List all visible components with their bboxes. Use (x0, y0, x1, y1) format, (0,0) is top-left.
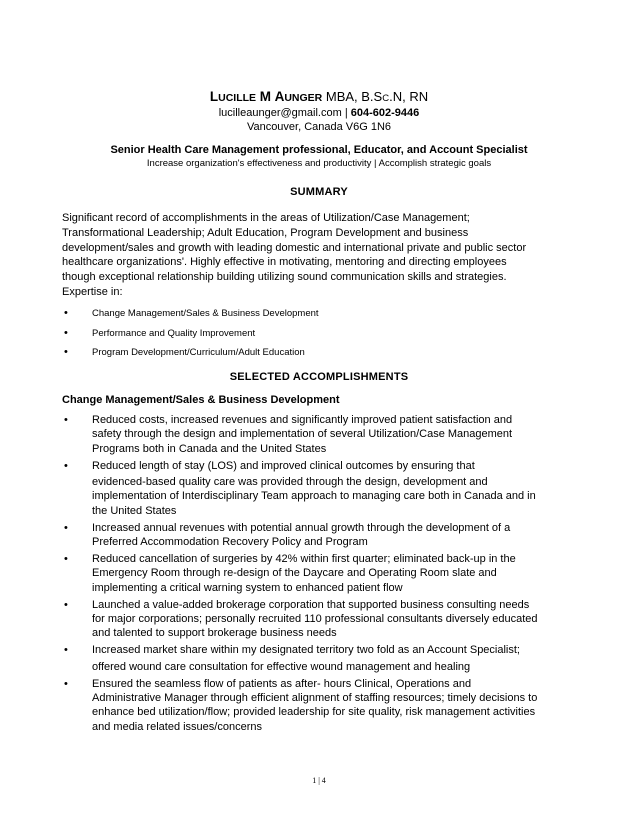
bullet-icon: • (64, 644, 68, 657)
bullet-icon: • (64, 553, 68, 566)
bullet-icon: • (64, 414, 68, 426)
credentials: MBA, B.SC.N, RN (325, 89, 429, 104)
bullet-icon: • (64, 307, 68, 319)
accomplishments-heading: SELECTED ACCOMPLISHMENTS (229, 371, 409, 383)
location: Vancouver, Canada V6G 1N6 (246, 121, 392, 133)
bullet-icon: • (64, 677, 68, 690)
professional-subline: Increase organization's effectiveness and productivity | Accomplish strategic goals (146, 158, 492, 169)
expertise-list (62, 304, 582, 363)
bullet-icon: • (64, 598, 68, 611)
list-item: • Performance and Quality Improvement (62, 324, 582, 344)
accomplishments-subheading: Change Management/Sales & Business Development (62, 394, 340, 406)
list-item: • Program Development/Curriculum/Adult Education (62, 343, 582, 363)
candidate-name: LUCILLE M AUNGER MBA, B.SC.N, RN (209, 89, 429, 104)
list-item: • Launched a value-added brokerage corporation that supported business consulting needs for major corporations; personally recruited 110 professional consultants diversely educated and talented to support brokerage business needs (64, 598, 538, 640)
list-item: • Ensured the seamless flow of patients as after- hours Clinical, Operations and Administrative Manager through efficient alignment of staffing resources; timely decisions to enhance bed utilization/flow; provided leadership for site quality, risk management activities and media related issues/concerns (64, 677, 538, 733)
bullet-icon: • (64, 346, 68, 358)
bullet-icon: • (64, 521, 68, 534)
page-number: 1 | 4 (312, 776, 326, 785)
list-item: • Reduced length of stay (LOS) and improved clinical outcomes by ensuring that evidenced-based quality care was provided through the design, development and implementation of Interdisciplinary Team approach to managing care both in Canada and in the United States (64, 459, 536, 517)
list-item: • Reduced cancellation of surgeries by 42% within first quarter; eliminated back-up in the Emergency Room through re-design of the Daycare and Operating Room slate and implementing a critical warning system to enhanced patient flow (64, 553, 516, 594)
bullet-icon: • (64, 326, 68, 339)
list-item: • Increased annual revenues with potential annual growth through the development of a Preferred Accommodation Recovery Policy and Program (64, 521, 511, 548)
professional-headline: Senior Health Care Management professional, Educator, and Account Specialist (110, 144, 528, 156)
bullet-icon: • (64, 459, 68, 472)
list-item: • Increased market share within my designated territory two fold as an Account Specialist; offered wound care consultation for effective wound management and healing (64, 644, 520, 673)
accomplishments-list (62, 413, 582, 737)
summary-heading: SUMMARY (290, 186, 348, 198)
list-item: • Reduced costs, increased revenues and significantly improved patient satisfaction and safety through the design and implementation of several Utilization/Case Management Programs both in Canada and the United States (64, 414, 513, 455)
summary-paragraph: Significant record of accomplishments in the areas of Utilization/Case Management; Transformational Leadership; Adult Education, Program Development and business development/sales and growth with leading domestic and international private and public sector healthcare organizations'. Highly effective in motivating, mentoring and directing employees though exceptional relationship building utilizing sound communication skills and strategies. Expertise in: (62, 212, 527, 298)
contact-line: lucilleaunger@gmail.com | 604-602-9446 (218, 107, 420, 119)
phone-number: 604-602-9446 (350, 107, 420, 119)
email-link[interactable]: lucilleaunger@gmail.com (218, 107, 342, 119)
list-item: • Change Management/Sales & Business Development (62, 304, 582, 324)
